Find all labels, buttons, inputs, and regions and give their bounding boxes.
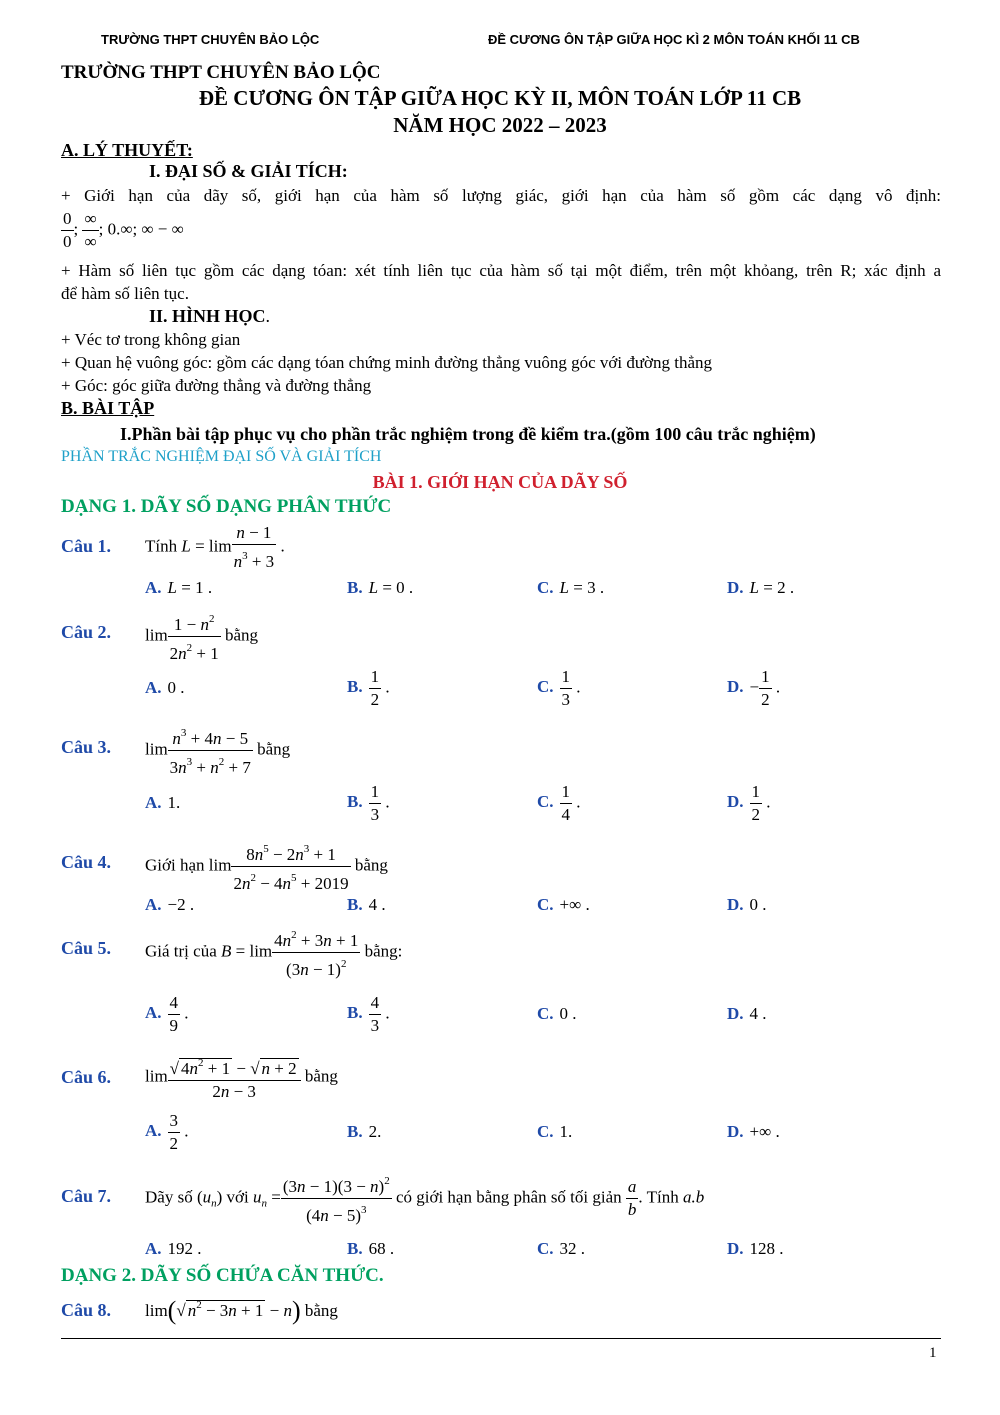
question-1-text: Tính L = lim $\frac{n - 1}{n^3 + 3}$ . xyxy=(145,523,285,571)
running-header-right: ĐỀ CƯƠNG ÔN TẬP GIỮA HỌC KÌ 2 MÔN TOÁN KHỐI 11 CB xyxy=(488,32,860,47)
question-8-post: bằng xyxy=(304,1301,338,1320)
option-letter: D. xyxy=(727,1239,744,1258)
question-3-text: lim $\frac{n^3 + 4n - 5}{3n^3 + n^2 + 7}$ bằng xyxy=(145,722,290,779)
q5-fraction: $\frac{4n^2 + 3n + 1}{(3n - 1)^2}$ xyxy=(272,924,360,981)
q4-option-d[interactable] xyxy=(727,895,767,915)
geometry-item-3: + Góc: góc giữa đường thẳng và đường thẳng xyxy=(61,376,372,395)
question-8-label: Câu 8. xyxy=(61,1300,112,1320)
exercises-heading: B. BÀI TẬP xyxy=(61,398,155,418)
zero-over-zero: $\frac{0}{0}$ xyxy=(63,209,72,251)
option-letter: D. xyxy=(727,895,744,914)
option-letter: B. xyxy=(347,1122,363,1141)
geometry-heading-text: II. HÌNH HỌC xyxy=(149,306,266,326)
question-7-post: có giới hạn bằng phân số tối giản xyxy=(395,1187,622,1207)
q5-d-value: 4 . xyxy=(749,1004,767,1023)
q4-d-value: 0 . xyxy=(749,895,767,914)
a-over-b: $\frac{a}{b}$ xyxy=(627,1177,637,1219)
option-letter: C. xyxy=(537,792,554,812)
q2-option-b[interactable]: B. $\frac{1}{2}$ . xyxy=(347,667,390,709)
q2-option-c[interactable]: C. $\frac{1}{3}$ . xyxy=(537,667,581,709)
geometry-item-2: + Quan hệ vuông góc: gồm các dạng tóan chứng minh đường thẳng vuông góc với đường thẳng xyxy=(61,353,713,372)
option-letter: C. xyxy=(537,1004,554,1023)
section-title: PHẦN TRẮC NGHIỆM ĐẠI SỐ VÀ GIẢI TÍCH xyxy=(61,448,382,465)
document-title: ĐỀ CƯƠNG ÔN TẬP GIỮA HỌC KỲ II, MÔN TOÁN LỚP 11 CB xyxy=(198,86,802,110)
page-number: 1 xyxy=(929,1345,937,1361)
q3-fraction: $\frac{n^3 + 4n - 5}{3n^3 + n^2 + 7}$ xyxy=(168,722,253,779)
question-1-pre: Tính xyxy=(145,536,178,556)
question-2-label: Câu 2. xyxy=(61,622,112,642)
option-letter: B. xyxy=(347,1239,363,1258)
running-header-left: TRƯỜNG THPT CHUYÊN BẢO LỘC xyxy=(101,32,320,47)
school-name: TRƯỜNG THPT CHUYÊN BẢO LỘC xyxy=(61,62,381,83)
q4-option-c[interactable] xyxy=(537,895,590,915)
q7-d-value: 128 . xyxy=(749,1239,784,1258)
option-letter: B. xyxy=(347,895,363,914)
question-3-post: bằng xyxy=(257,739,291,759)
q1-option-a[interactable]: A. L = 1 . xyxy=(145,578,213,597)
q3-option-c[interactable]: C. $\frac{1}{4}$ . xyxy=(537,782,581,824)
question-5-text: Giá trị của B = lim $\frac{4n^2 + 3n + 1}{(3n - 1)^2}$ bằng: xyxy=(145,924,402,981)
option-letter: C. xyxy=(537,677,554,697)
theory-heading: A. LÝ THUYẾT: xyxy=(61,140,193,160)
type-2-heading: DẠNG 2. DÃY SỐ CHỨA CĂN THỨC. xyxy=(61,1265,384,1286)
q2-option-d[interactable]: D. − $\frac{1}{2}$ . xyxy=(727,667,781,709)
algebra-paragraph-2b: để hàm số liên tục. xyxy=(61,284,189,303)
school-year: NĂM HỌC 2022 – 2023 xyxy=(393,113,607,137)
option-letter: A. xyxy=(145,1003,162,1023)
q4-c-value: +∞ . xyxy=(559,895,590,914)
algebra-paragraph-2: + Hàm số liên tục gồm các dạng tóan: xét tính liên tục của hàm số tại một điểm, trên một khỏang, trên R; xác định a xyxy=(61,261,941,280)
question-7-label: Câu 7. xyxy=(61,1186,112,1206)
lesson-title: BÀI 1. GIỚI HẠN CỦA DÃY SỐ xyxy=(372,472,628,492)
q4-b-value: 4 . xyxy=(368,895,386,914)
option-letter: A. xyxy=(145,793,162,812)
question-5-pre: Giá trị của xyxy=(145,941,217,961)
option-letter: C. xyxy=(537,1122,554,1141)
option-letter: B. xyxy=(347,677,363,697)
q7-fraction: $\frac{(3n - 1)(3 - n)^2}{(4n - 5)^3}$ xyxy=(281,1170,392,1227)
q5-option-d[interactable] xyxy=(727,1004,767,1024)
question-4-pre: Giới hạn xyxy=(145,855,205,875)
question-4-text: Giới hạn lim $\frac{8n^5 - 2n^3 + 1}{2n^2 - 4n^5 + 2019}$ bằng xyxy=(145,838,388,895)
q4-a-value: −2 . xyxy=(167,895,195,914)
q4-option-b[interactable] xyxy=(347,895,386,915)
q6-option-d[interactable] xyxy=(727,1122,780,1142)
geometry-heading: II. HÌNH HỌC. xyxy=(149,306,271,326)
q6-option-b[interactable] xyxy=(347,1122,381,1142)
question-1-label: Câu 1. xyxy=(61,536,112,556)
question-7-text: Dãy số $(u_n)$ với $u_n$ = $\frac{(3n - 1)(3 - n)^2}{(4n - 5)^3}$ có giới hạn bằng phân số tối giản $\frac{a}{b}$ . Tính a.b xyxy=(145,1170,704,1227)
option-letter: D. xyxy=(727,792,744,812)
question-6-post: bằng xyxy=(304,1066,338,1086)
option-letter: C. xyxy=(537,578,554,597)
part-1-heading: I.Phần bài tập phục vụ cho phần trắc nghiệm trong đề kiểm tra.(gồm 100 câu trắc nghiệm) xyxy=(120,424,816,444)
q4-fraction: $\frac{8n^5 - 2n^3 + 1}{2n^2 - 4n^5 + 2019}$ xyxy=(231,838,350,895)
option-letter: B. xyxy=(347,578,363,597)
geometry-item-1: + Véc tơ trong không gian xyxy=(61,330,241,349)
q3-option-d[interactable]: D. $\frac{1}{2}$ . xyxy=(727,782,771,824)
q5-option-a[interactable]: A. $\frac{4}{9}$ . xyxy=(145,993,189,1035)
option-letter: A. xyxy=(145,578,162,597)
q1-option-b[interactable]: B. L = 0 . xyxy=(347,578,414,597)
question-3-label: Câu 3. xyxy=(61,737,112,757)
question-5-post: bằng: xyxy=(364,941,403,961)
q6-d-value: +∞ . xyxy=(749,1122,780,1141)
q6-option-c[interactable] xyxy=(537,1122,572,1142)
inf-over-inf: $\frac{\infty}{\infty}$ xyxy=(84,209,97,251)
q3-option-a[interactable] xyxy=(145,793,180,813)
question-6-label: Câu 6. xyxy=(61,1067,112,1087)
option-letter: C. xyxy=(537,1239,554,1258)
option-letter: D. xyxy=(727,677,744,697)
question-7-pre: Dãy số xyxy=(145,1187,193,1207)
option-letter: A. xyxy=(145,895,162,914)
q1-fraction: $\frac{n - 1}{n^3 + 3}$ xyxy=(233,523,275,571)
algebra-heading: I. ĐẠI SỐ & GIẢI TÍCH: xyxy=(149,161,348,181)
footer-rule xyxy=(61,1338,941,1339)
q7-option-d[interactable] xyxy=(727,1239,784,1259)
q3-option-b[interactable]: B. $\frac{1}{3}$ . xyxy=(347,782,390,824)
option-letter: C. xyxy=(537,895,554,914)
algebra-paragraph-1: + Giới hạn của dãy số, giới hạn của hàm số lượng giác, giới hạn của hàm số gồm các dạng vô định: xyxy=(61,186,941,205)
indeterminate-forms: $\frac{0}{0}$ ; $\frac{\infty}{\infty}$ ; 0.∞; ∞ − ∞ xyxy=(63,209,184,251)
question-4-post: bằng xyxy=(354,855,388,875)
question-5-label: Câu 5. xyxy=(61,938,112,958)
question-7-mid: với xyxy=(226,1187,249,1207)
q6-fraction: $\frac{√ 4n^2 + 1 - √ n + 2}{2n - 3}$ xyxy=(168,1052,301,1103)
q6-c-value: 1. xyxy=(559,1122,573,1141)
question-2-text: lim $\frac{1 - n^2}{2n^2 + 1}$ bằng xyxy=(145,608,258,665)
q6-option-a[interactable]: A. $\frac{3}{2}$ . xyxy=(145,1111,189,1153)
q7-a-value: 192 . xyxy=(167,1239,202,1258)
question-2-post: bằng xyxy=(225,625,259,645)
option-letter: D. xyxy=(727,578,744,597)
question-8-text: lim(√ $n^2 - 3n + 1 - n$) bằng xyxy=(145,1296,338,1325)
question-6-text: lim $\frac{√ 4n^2 + 1 - √ n + 2}{2n - 3}$ bằng xyxy=(145,1052,338,1103)
q2-fraction: $\frac{1 - n^2}{2n^2 + 1}$ xyxy=(168,608,221,665)
option-letter: A. xyxy=(145,678,162,697)
forms-tail: ; 0.∞; ∞ − ∞ xyxy=(98,219,184,239)
option-letter: D. xyxy=(727,1122,744,1141)
q1-option-d[interactable]: D. L = 2 . xyxy=(727,578,795,597)
q7-option-a[interactable] xyxy=(145,1239,202,1259)
q2-a-value: 0 . xyxy=(167,678,185,697)
option-letter: D. xyxy=(727,1004,744,1023)
q7-c-value: 32 . xyxy=(559,1239,586,1258)
q7-b-value: 68 . xyxy=(368,1239,395,1258)
q5-option-b[interactable]: B. $\frac{4}{3}$ . xyxy=(347,993,390,1035)
type-1-heading: DẠNG 1. DÃY SỐ DẠNG PHÂN THỨC xyxy=(61,496,392,517)
option-letter: B. xyxy=(347,792,363,812)
q2-option-a[interactable] xyxy=(145,678,185,698)
option-letter: A. xyxy=(145,1121,162,1141)
q6-b-value: 2. xyxy=(368,1122,382,1141)
q1-option-c[interactable]: C. L = 3 . xyxy=(537,578,605,597)
option-letter: B. xyxy=(347,1003,363,1023)
q7-option-b[interactable] xyxy=(347,1239,394,1259)
q4-option-a[interactable] xyxy=(145,895,194,915)
question-4-label: Câu 4. xyxy=(61,852,112,872)
q3-a-value: 1. xyxy=(167,793,181,812)
q5-option-c[interactable] xyxy=(537,1004,577,1024)
option-letter: A. xyxy=(145,1239,162,1258)
q5-c-value: 0 . xyxy=(559,1004,577,1023)
question-7-tail: . Tính xyxy=(638,1187,679,1207)
q7-option-c[interactable] xyxy=(537,1239,585,1259)
